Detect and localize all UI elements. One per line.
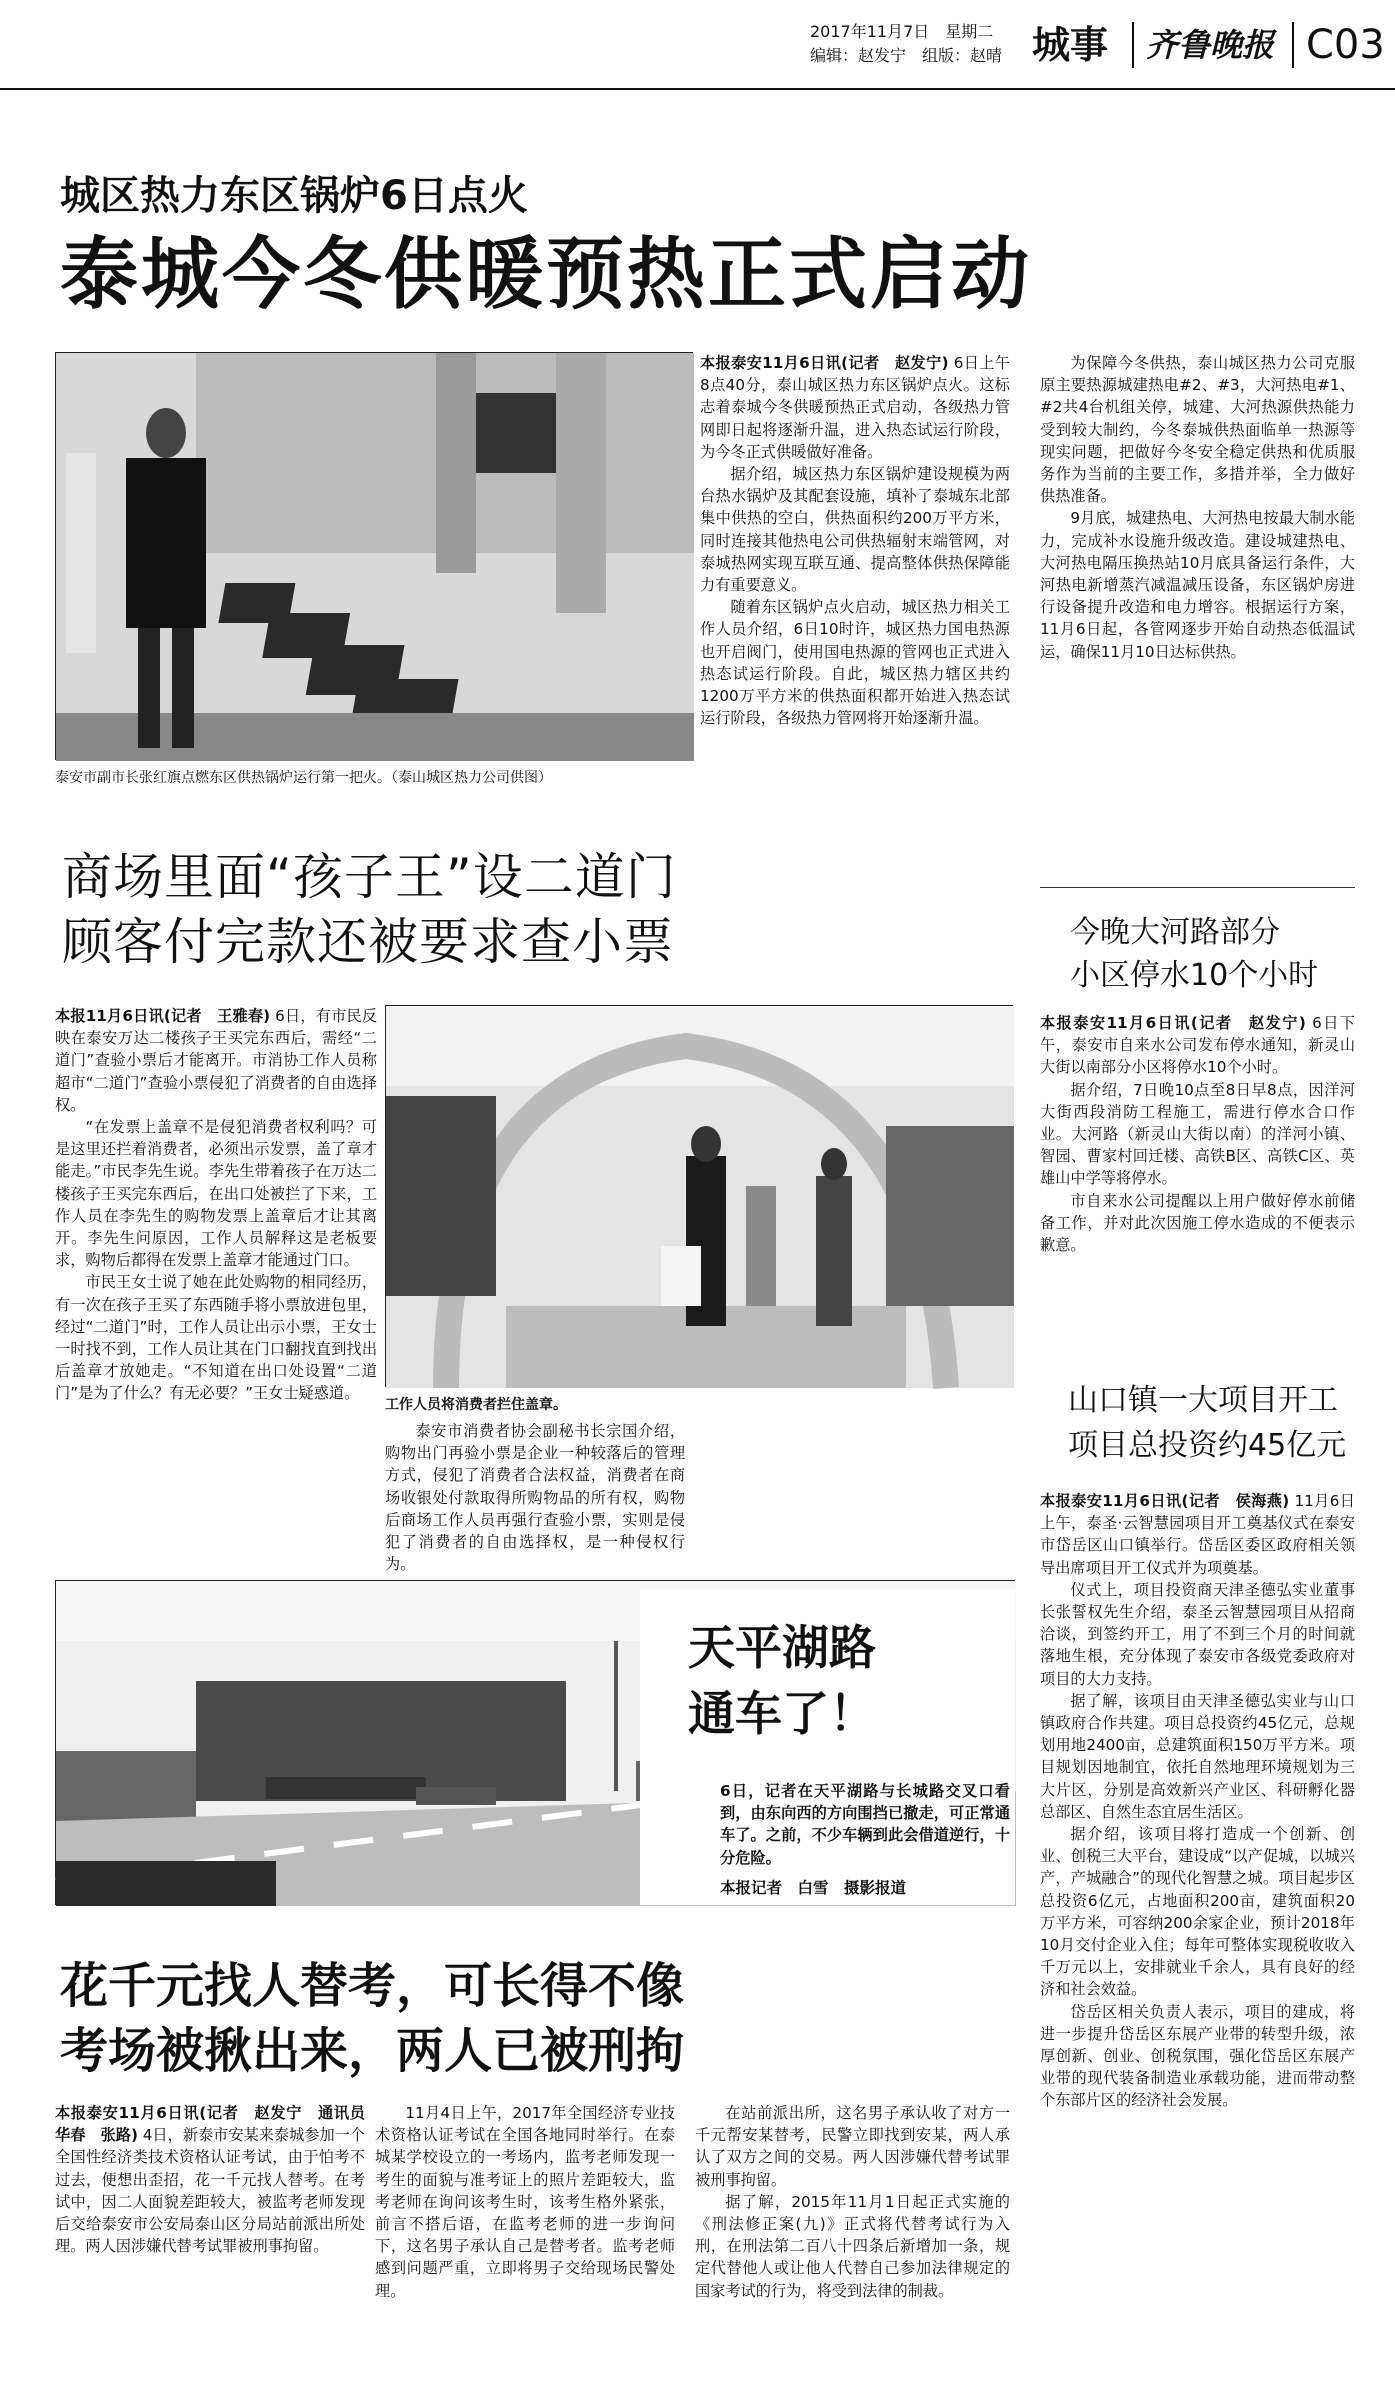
store-exit-image [386,1006,1014,1388]
story4-paragraph: 据介绍，该项目将打造成一个创新、创业、创税三大平台，建设成“以产促城，以城兴产，产城融合”的现代化智慧之城。项目起步区总投资6亿元，占地面积200亩，建筑面积20万平方米，可容纳200余家企业，预计2018年10月交付企业入住；每年可整体实现税收收入千万元以上，安排就业千余人，具有良好的经济和社会效益。 [1040,1825,1355,1999]
story1-paragraph: 随着东区锅炉点火启动，城区热力相关工作人员介绍，6日10时许，城区热力国电热源也开启阀门，使用国电热源的管网也正式进入热态试运行阶段。自此，城区热力辖区共约1200万平方米的供热面积都开始进入热态试运行阶段，各级热力管网将开始逐渐升温。 [700,598,1010,728]
story1-lead: 本报泰安11月6日讯(记者 赵发宁) [700,354,949,372]
story6-title-line1: 花千元找人替考，可长得不像 [60,1958,685,2014]
header-editor: 编辑：赵发宁 组版：赵晴 [810,46,1003,65]
story6-column-3 [695,2102,1010,2380]
newspaper-logo: 齐鲁晚报 [1146,26,1275,64]
story3-lead: 本报泰安11月6日讯(记者 赵发宁) [1040,1014,1306,1032]
story5-title-line1: 天平湖路 [688,1621,876,1676]
story5-byline: 本报记者 白雪 摄影报道 [720,1879,907,1897]
story5-body: 6日，记者在天平湖路与长城路交叉口看到，由东向西的方向围挡已撤走，可正常通车了。之前，不少车辆到此会借道逆行，十分危险。 [720,1782,1010,1867]
story3-title-line1: 今晚大河路部分 [1070,915,1280,950]
story3-paragraph: 6日下午，泰安市自来水公司发布停水通知，新灵山大街以南部分小区将停水10个小时。 [1040,1014,1355,1077]
story4-title-line1: 山口镇一大项目开工 [1068,1383,1338,1418]
story4-paragraph: 仪式上，项目投资商天津圣德弘实业董事长张誓权先生介绍，泰圣云智慧园项目从招商洽谈，到签约开工，用了不到三个月的时间就落地生根，充分体现了泰安市各级党委政府对项目的大力支持。 [1040,1580,1355,1688]
story2-paragraph: 泰安市消费者协会副秘书长宗国介绍，购物出门再验小票是企业一种较落后的管理方式，侵犯了消费者合法权益，消费者在商场收银处付款取得所购物品的所有权，购物后商场工作人员再强行查验小票，实则是侵犯了消费者的自由选择权，是一种侵权行为。 [385,1422,685,1574]
story3-paragraph: 据介绍，7日晚10点至8日早8点，因洋河大街西段消防工程施工，需进行停水合口作业。大河路（新灵山大街以南）的洋河小镇、智园、曹家村回迁楼、高铁B区、高铁C区、英雄山中学等将停水。 [1040,1080,1355,1188]
story6-title-line2: 考场被揪出来，两人已被刑拘 [60,2023,685,2079]
header-divider [1292,22,1294,68]
story4-paragraph: 11月6日上午，泰圣·云智慧园项目开工奠基仪式在泰安市岱岳区山口镇举行。岱岳区委区政府相关领导出席项目开工仪式并为项奠基。 [1040,1492,1355,1577]
story6-paragraph: 在站前派出所，这名男子承认收了对方一千元帮安某替考，民警立即找到安某，两人承认了双方之间的交易。两人因涉嫌代替考试罪被刑事拘留。 [695,2104,1010,2189]
header-date: 2017年11月7日 星期二 [810,22,994,41]
side-rule [1040,887,1355,888]
story1-title: 泰城今冬供暖预热正式启动 [60,230,1033,320]
header-rule [0,88,1395,90]
story2-column-1 [55,1005,377,1545]
story4-lead: 本报泰安11月6日讯(记者 侯海燕) [1040,1492,1290,1510]
story1-paragraph: 9月底，城建热电、大河热电按最大制水能力，完成补水设施升级改造。建设城建热电、大河热电隔压换热站10月底具备运行条件，大河热电新增蒸汽减温减压设备，东区锅炉房进行设备提升改造和电力增容。根据运行方案，11月6日起，各管网逐步开始自动热态低温试运，确保11月10日达标供热。 [1040,509,1355,661]
section-name: 城事 [1032,23,1109,67]
story5-title-line2: 通车了！ [688,1687,876,1742]
story3-paragraph: 市自来水公司提醒以上用户做好停水前储备工作，并对此次因施工停水造成的不便表示歉意。 [1040,1191,1355,1255]
story5-textbox [640,1590,1015,1905]
story6-paragraph: 11月4日上午，2017年全国经济专业技术资格认证考试在全国各地同时举行。在泰城某学校设立的一考场内，监考老师发现一考生的面貌与准考证上的照片差距较大，监考老师在询问该考生时，该考生格外紧张，前言不搭后语，在监考老师的进一步询问下，这名男子承认自己是替考者。监考老师感到问题严重，立即将男子交给现场民警处理。 [375,2104,675,2300]
story3-title-line2: 小区停水10个小时 [1070,958,1319,993]
story1-photo [55,352,693,760]
story2-title-line2: 顾客付完款还被要求查小票 [62,913,674,971]
story6-column-2 [375,2102,675,2380]
story1-paragraph: 据介绍，城区热力东区锅炉建设规模为两台热水锅炉及其配套设施，填补了泰城东北部集中供热的空白，供热面积约200万平方米，同时连接其他热电公司供热辐射末端管网，对泰城热网实现互联互通、提高整体供热保障能力有重要意义。 [700,465,1010,595]
boiler-room-image [56,353,694,761]
story4-paragraph: 据了解，该项目由天津圣德弘实业与山口镇政府合作共建。项目总投资约45亿元，总规划用地2400亩，总建筑面积150万平方米。项目规划因地制宜，依托自然地理环境规划为三大片区，分别是高效新兴产业区、科研孵化器总部区、自然生态宜居生活区。 [1040,1691,1355,1821]
story1-column-2 [1040,352,1355,792]
story6-lead: 本报泰安11月6日讯(记者 赵发宁 通讯员 华春 张路) [55,2104,381,2145]
story1-subtitle: 城区热力东区锅炉6日点火 [60,173,528,219]
story2-paragraph: 市民王女士说了她在此处购物的相同经历，有一次在孩子王买了东西随手将小票放进包里，经过“二道门”时，工作人员让出示小票，王女士一时找不到，工作人员让其在门口翻找直到找出后盖章才放她走。“不知道在出口处设置“二道门”是为了什么？有无必要？”王女士疑惑道。 [55,1273,377,1403]
header-divider [1132,22,1134,68]
story2-paragraph: “在发票上盖章不是侵犯消费者权利吗？可是这里还拦着消费者，必须出示发票，盖了章才能走。”市民李先生说。李先生带着孩子在万达二楼孩子王买完东西后，在出口处被拦了下来，工作人员在李先生的购物发票上盖章后才让其离开。李先生问原因，工作人员解释这是老板要求，购物后都得在发票上盖章才能通过门口。 [55,1118,377,1270]
story4-title-line2: 项目总投资约45亿元 [1068,1428,1347,1463]
story2-paragraph: 6日，有市民反映在泰安万达二楼孩子王买完东西后，需经“二道门”查验小票后才能离开。市消协工作人员称超市“二道门”查验小票侵犯了消费者的自由选择权。 [55,1007,378,1114]
story2-photo [385,1005,1013,1387]
story3-body [1040,1012,1355,1332]
story2-lead: 本报11月6日讯(记者 王雅春) [55,1007,271,1025]
story2-title-line1: 商场里面“孩子王”设二道门 [62,848,677,906]
story4-body [1040,1490,1355,2380]
story6-paragraph: 据了解，2015年11月1日起正式实施的《刑法修正案(九)》正式将代替考试行为入刑，在刑法第二百八十四条后新增加一条，规定代替他人或让他人代替自己参加法律规定的国家考试的行为，将受到法律的制裁。 [695,2192,1010,2300]
story1-paragraph: 6日上午8点40分，泰山城区热力东区锅炉点火。这标志着泰城今冬供暖预热正式启动，各级热力管网即日起将逐渐升温，进入热态试运行阶段，为今冬正式供暖做好准备。 [700,354,1011,461]
story1-paragraph: 为保障今冬供热，泰山城区热力公司克服原主要热源城建热电#2、#3，大河热电#1、#2共4台机组关停，城建、大河热源供热能力受到较大制约，今冬泰城供热面临单一热源等现实问题，把做好今冬安全稳定供热和优质服务作为当前的主要工作，多措并举，全力做好供热准备。 [1040,354,1355,506]
story6-column-1 [55,2102,381,2380]
story2-caption: 工作人员将消费者拦住盖章。 [385,1397,567,1413]
story6-paragraph: 4日，新泰市安某来泰城参加一个全国性经济类技术资格认证考试，由于怕考不过去，便想出歪招，花一千元找人替考。在考试中，因二人面貌差距较大，被监考老师发现后交给泰安市公安局泰山区分局站前派出所处理。两人因涉嫌代替考试罪被刑事拘留。 [55,2126,366,2256]
story2-column-2 [385,1420,685,1574]
story4-paragraph: 岱岳区相关负责人表示，项目的建成，将进一步提升岱岳区东展产业带的转型升级，浓厚创新、创业、创税氛围，强化岱岳区东展产业带的现代装备制造业承载功能，进而带动整个东部片区的经济社会发展。 [1040,2002,1355,2110]
page-number: C03 [1306,22,1385,68]
story1-column-1 [700,352,1010,792]
story1-caption: 泰安市副市长张红旗点燃东区供热锅炉运行第一把火。（泰山城区热力公司供图） [55,770,552,786]
